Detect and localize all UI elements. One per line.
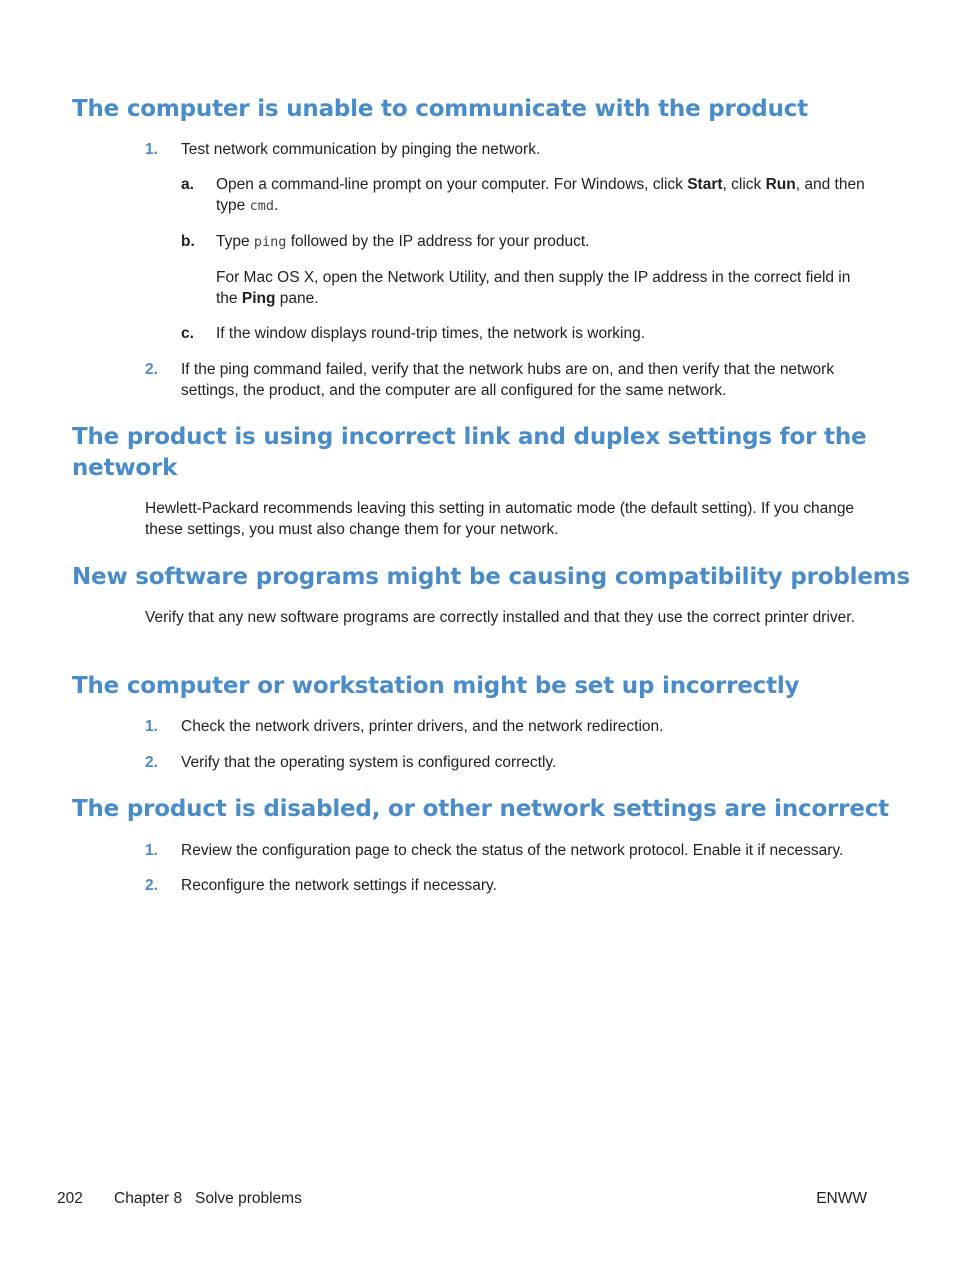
heading-product-disabled: The product is disabled, or other network settings are incorrect [72, 796, 889, 822]
heading-unable-to-communicate: The computer is unable to communicate with the product [72, 96, 808, 122]
substep-letter: a. [181, 176, 194, 193]
start-label: Start [687, 176, 723, 193]
substep-text: Type ping followed by the IP address for your product. [216, 233, 590, 250]
paragraph: Verify that any new software programs are correctly installed and that they use the correct printer driver. [145, 609, 855, 626]
step-number: 1. [145, 842, 158, 859]
substep-text: Open a command-line prompt on your computer. For Windows, click Start, click Run, and then type cmd. [216, 176, 865, 214]
step-number: 1. [145, 141, 158, 158]
step-text: If the ping command failed, verify that the network hubs are on, and then verify that the network settings, the product, and the computer are all configured for the same network. [181, 361, 835, 399]
step-number: 2. [145, 361, 158, 378]
substep-paragraph: For Mac OS X, open the Network Utility, and then supply the IP address in the correct field in the Ping pane. [216, 269, 851, 307]
substep-letter: b. [181, 233, 195, 250]
chapter-label: Chapter 8 Solve problems [114, 1190, 302, 1207]
document-code: ENWW [816, 1190, 867, 1207]
substep-text: If the window displays round-trip times, the network is working. [216, 325, 646, 342]
step-text: Reconfigure the network settings if necessary. [181, 877, 497, 894]
step-text: Check the network drivers, printer drivers, and the network redirection. [181, 718, 664, 735]
step-text: Verify that the operating system is configured correctly. [181, 754, 557, 771]
step-text: Test network communication by pinging the network. [181, 141, 541, 158]
step-number: 2. [145, 754, 158, 771]
ping-pane-label: Ping [241, 290, 276, 307]
heading-link-duplex: The product is using incorrect link and duplex settings for the network [72, 424, 867, 481]
paragraph: Hewlett-Packard recommends leaving this setting in automatic mode (the default setting). If you change these settings, you must also change them for your network. [145, 500, 855, 538]
ping-code: ping [253, 234, 287, 250]
cmd-code: cmd [249, 198, 274, 214]
substep-letter: c. [181, 325, 194, 342]
run-label: Run [765, 176, 796, 193]
heading-new-software: New software programs might be causing compatibility problems [72, 564, 911, 590]
page-number: 202 [57, 1190, 83, 1207]
step-number: 1. [145, 718, 158, 735]
step-text: Review the configuration page to check the status of the network protocol. Enable it if necessary. [181, 842, 844, 859]
step-number: 2. [145, 877, 158, 894]
heading-workstation-setup: The computer or workstation might be set up incorrectly [72, 673, 800, 699]
